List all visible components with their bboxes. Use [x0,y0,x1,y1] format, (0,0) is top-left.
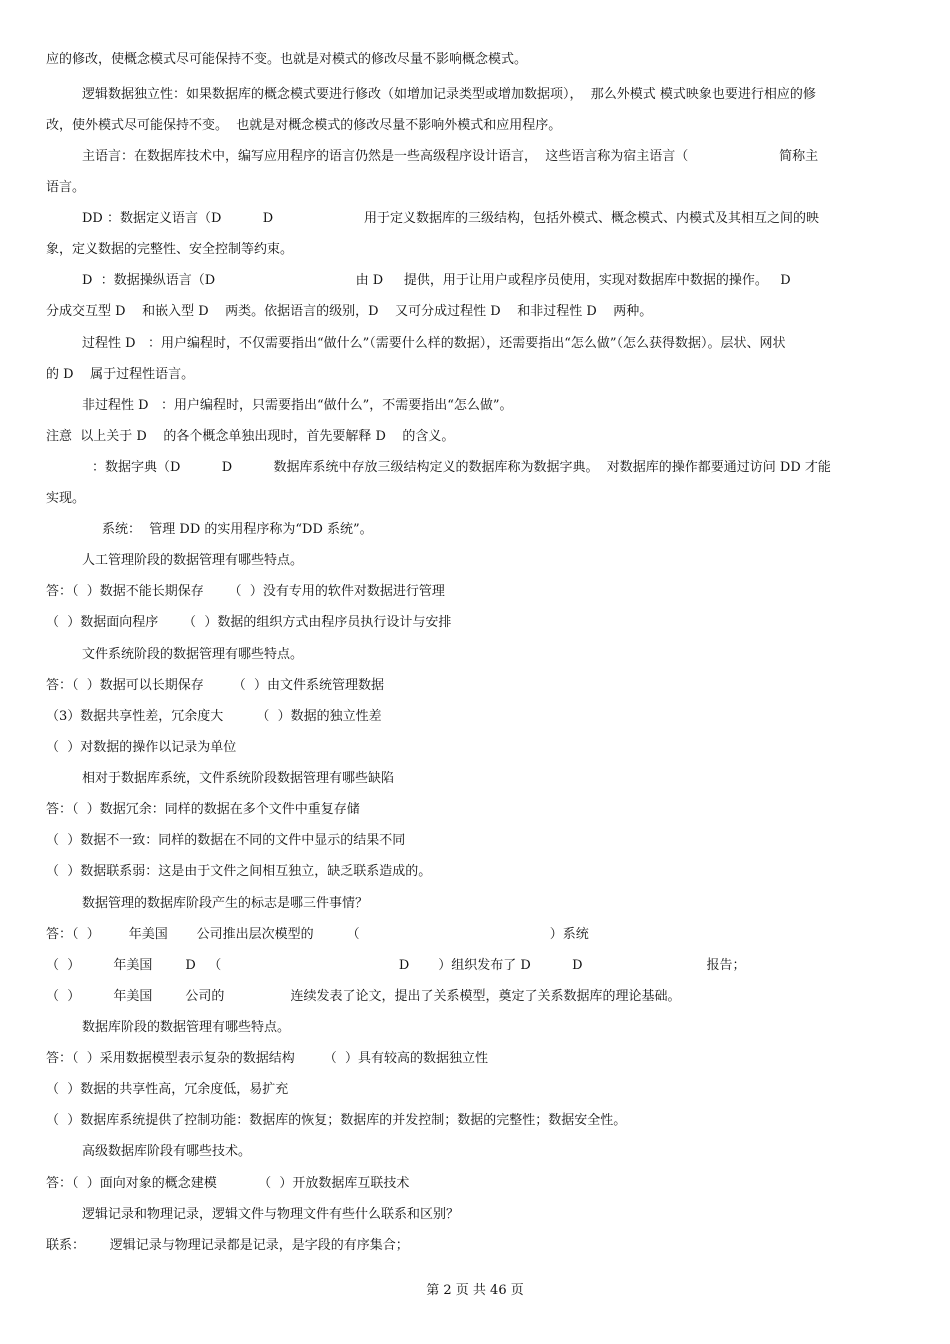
text-line: 系统： 管理 DD 的实用程序称为“DD 系统”。 [102,522,373,537]
text-line: 分成交互型 D 和嵌入型 D 两类。依据语言的级别，D 又可分成过程性 D 和非过程性 D 两种。 [46,304,653,319]
text-line: 非过程性 D ：用户编程时，只需要指出“做什么”，不需要指出“怎么做”。 [82,398,513,413]
answer-line: 答：（ ）采用数据模型表示复杂的数据结构 （ ）具有较高的数据独立性 [46,1051,488,1066]
answer-line: （3）数据共享性差，冗余度大 （ ）数据的独立性差 [46,709,382,724]
answer-line: 联系： 逻辑记录与物理记录都是记录，是字段的有序集合； [46,1238,409,1253]
answer-line: （ ）数据的共享性高，冗余度低，易扩充 [46,1082,289,1097]
answer-line: 答：（ ）数据冗余：同样的数据在多个文件中重复存储 [46,802,360,817]
question-line: 人工管理阶段的数据管理有哪些特点。 [82,553,304,568]
text-line: 象，定义数据的完整性、安全控制等约束。 [46,242,294,257]
text-line: 应的修改，使概念模式尽可能保持不变。也就是对模式的修改尽量不影响概念模式。 [46,52,528,67]
text-line: 主语言：在数据库技术中，编写应用程序的语言仍然是一些高级程序设计语言， 这些语言称为宿主语言（ 简称主 [82,149,819,164]
question-line: 逻辑记录和物理记录，逻辑文件与物理文件有些什么联系和区别？ [82,1207,460,1222]
text-line: ：数据字典（D D 数据库系统中存放三级结构定义的数据库称为数据字典。 对数据库的操作都要通过访问 DD 才能 [92,460,831,475]
question-line: 文件系统阶段的数据管理有哪些特点。 [82,647,304,662]
answer-line: （ ）数据库系统提供了控制功能：数据库的恢复；数据库的并发控制；数据的完整性；数据安全性。 [46,1113,627,1128]
text-line: 的 D 属于过程性语言。 [46,367,195,382]
page-footer: 第 2 页 共 46 页 [426,1283,524,1298]
question-line: 数据管理的数据库阶段产生的标志是哪三件事情？ [82,896,369,911]
answer-line: 答：（ ） 年美国 公司推出层次模型的 （ ）系统 [46,927,589,942]
text-line: 过程性 D ：用户编程时，不仅需要指出“做什么”（需要什么样的数据），还需要指出“怎么做”（怎么获得数据）。层状、网状 [82,336,786,351]
answer-line: （ ） 年美国 公司的 连续发表了论文，提出了关系模型，奠定了关系数据库的理论基础。 [46,989,681,1004]
answer-line: （ ） 年美国 D （ D ）组织发布了 D D 报告； [46,958,746,973]
answer-line: （ ）数据联系弱：这是由于文件之间相互独立，缺乏联系造成的。 [46,864,432,879]
question-line: 数据库阶段的数据管理有哪些特点。 [82,1020,291,1035]
text-line: D ：数据操纵语言（D 由 D 提供，用于让用户或程序员使用，实现对数据库中数据的操作。 D [82,273,791,288]
text-line: 改，使外模式尽可能保持不变。 也就是对概念模式的修改尽量不影响外模式和应用程序。 [46,118,562,133]
text-line: 实现。 [46,491,86,506]
answer-line: 答：（ ）数据不能长期保存 （ ）没有专用的软件对数据进行管理 [46,584,445,599]
answer-line: （ ）对数据的操作以记录为单位 [46,740,237,755]
text-line: 注意 以上关于 D 的各个概念单独出现时，首先要解释 D 的含义。 [46,429,455,444]
question-line: 相对于数据库系统，文件系统阶段数据管理有哪些缺陷 [82,771,395,786]
answer-line: 答：（ ）面向对象的概念建模 （ ）开放数据库互联技术 [46,1176,410,1191]
text-line: 语言。 [46,180,86,195]
answer-line: （ ）数据不一致：同样的数据在不同的文件中显示的结果不同 [46,833,406,848]
text-line: DD ：数据定义语言（D D 用于定义数据库的三级结构，包括外模式、概念模式、内模式及其相互之间的映 [82,211,820,226]
answer-line: 答：（ ）数据可以长期保存 （ ）由文件系统管理数据 [46,678,384,693]
question-line: 高级数据库阶段有哪些技术。 [82,1144,252,1159]
answer-line: （ ）数据面向程序 （ ）数据的组织方式由程序员执行设计与安排 [46,615,452,630]
text-line: 逻辑数据独立性：如果数据库的概念模式要进行修改（如增加记录类型或增加数据项）， 那么外模式 模式映象也要进行相应的修 [82,87,816,102]
